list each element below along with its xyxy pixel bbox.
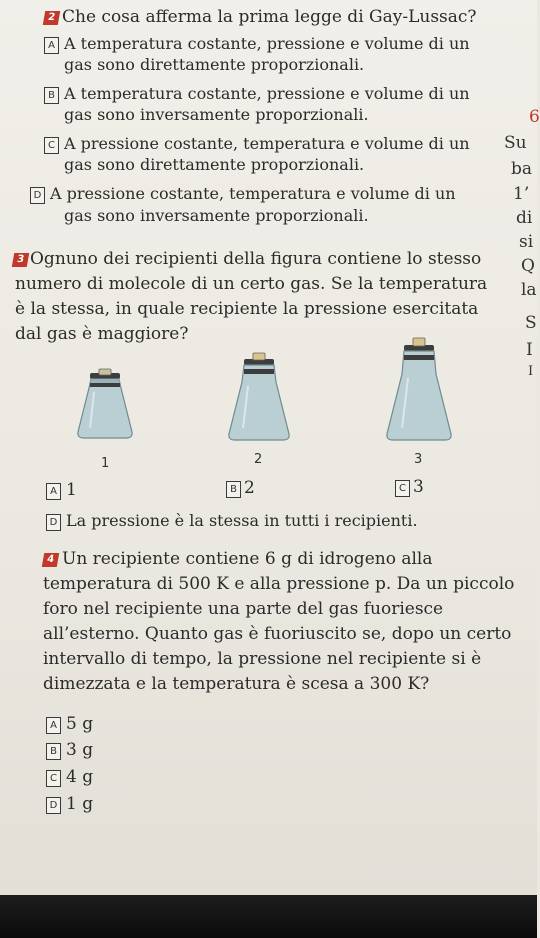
question-4-line-3: foro nel recipiente una parte del gas fuoriesce (43, 599, 444, 619)
q2-option-c-line1: A pressione costante, temperatura e volume di un (64, 134, 470, 153)
question-4-line-5: intervallo di tempo, la pressione nel recipiente si è (43, 649, 482, 669)
question-3-line-3: è la stessa, in quale recipiente la pressione esercitata (15, 299, 479, 319)
question-2-number: 2 (43, 11, 60, 25)
edge-fragment-10: I (526, 340, 533, 360)
question-3-number: 3 (12, 253, 29, 267)
question-4-line-4: all’esterno. Quanto gas è fuoriuscito se, dopo un certo (43, 624, 512, 644)
q4-option-a-text: 5 g (66, 714, 94, 734)
question-3-line-4: dal gas è maggiore? (15, 324, 189, 344)
edge-fragment-4: 1’ (513, 184, 530, 204)
flask-2 (221, 348, 297, 442)
q3-option-b-letter[interactable]: B (226, 481, 241, 498)
flask-1 (70, 362, 140, 440)
q4-option-c-text: 4 g (66, 767, 94, 787)
question-4-line-1: Un recipiente contiene 6 g di idrogeno alla (62, 549, 433, 569)
q4-option-d-letter[interactable]: D (46, 797, 61, 814)
q3-option-b-text: 2 (244, 478, 255, 498)
edge-fragment-8: la (521, 280, 537, 300)
figure-label-1: 1 (101, 456, 110, 471)
figure-label-2: 2 (254, 452, 263, 467)
question-3-line-2: numero di molecole di un certo gas. Se la temperatura (15, 274, 488, 294)
edge-fragment-6: si (519, 232, 534, 252)
q3-option-d-text: La pressione è la stessa in tutti i recipienti. (66, 511, 418, 530)
q2-option-a-line1: A temperatura costante, pressione e volume di un (64, 34, 470, 53)
edge-fragment-5: di (516, 208, 533, 228)
q3-option-d-letter[interactable]: D (46, 514, 61, 531)
flask-3 (379, 334, 459, 442)
q2-option-d-line2: gas sono inversamente proporzionali. (64, 206, 369, 225)
q4-option-a-letter[interactable]: A (46, 717, 61, 734)
q2-option-d-letter[interactable]: D (30, 187, 45, 204)
figure-label-3: 3 (414, 452, 423, 467)
q2-option-d-line1: A pressione costante, temperatura e volume di un (50, 184, 456, 203)
q2-option-b-line1: A temperatura costante, pressione e volume di un (64, 84, 470, 103)
question-4-number: 4 (42, 553, 59, 567)
dark-background-strip (0, 895, 537, 938)
q2-option-b-letter[interactable]: B (44, 87, 59, 104)
q3-option-c-text: 3 (413, 477, 424, 497)
q2-option-a-letter[interactable]: A (44, 37, 59, 54)
q3-option-a-text: 1 (66, 480, 77, 500)
edge-fragment-1: 6 (529, 107, 540, 127)
q3-option-a-letter[interactable]: A (46, 483, 61, 500)
q4-option-d-text: 1 g (66, 794, 94, 814)
edge-fragment-3: ba (511, 159, 533, 179)
question-4-line-6: dimezzata e la temperatura è scesa a 300 K? (43, 674, 430, 694)
q4-option-b-text: 3 g (66, 740, 94, 760)
q2-option-a-line2: gas sono direttamente proporzionali. (64, 55, 365, 74)
edge-fragment-7: Q (521, 256, 535, 276)
q4-option-c-letter[interactable]: C (46, 770, 61, 787)
q3-option-c-letter[interactable]: C (395, 480, 410, 497)
edge-fragment-2: Su (504, 133, 527, 153)
question-2-text: Che cosa afferma la prima legge di Gay-Lussac? (62, 7, 477, 27)
q2-option-c-letter[interactable]: C (44, 137, 59, 154)
question-3-line-1: Ognuno dei recipienti della figura contiene lo stesso (30, 249, 482, 269)
edge-fragment-9: S (525, 313, 537, 333)
q2-option-c-line2: gas sono direttamente proporzionali. (64, 155, 365, 174)
question-4-line-2: temperatura di 500 K e alla pressione p. Da un piccolo (43, 574, 515, 594)
q2-option-b-line2: gas sono inversamente proporzionali. (64, 105, 369, 124)
q4-option-b-letter[interactable]: B (46, 743, 61, 760)
edge-fragment-11: I (528, 364, 534, 379)
